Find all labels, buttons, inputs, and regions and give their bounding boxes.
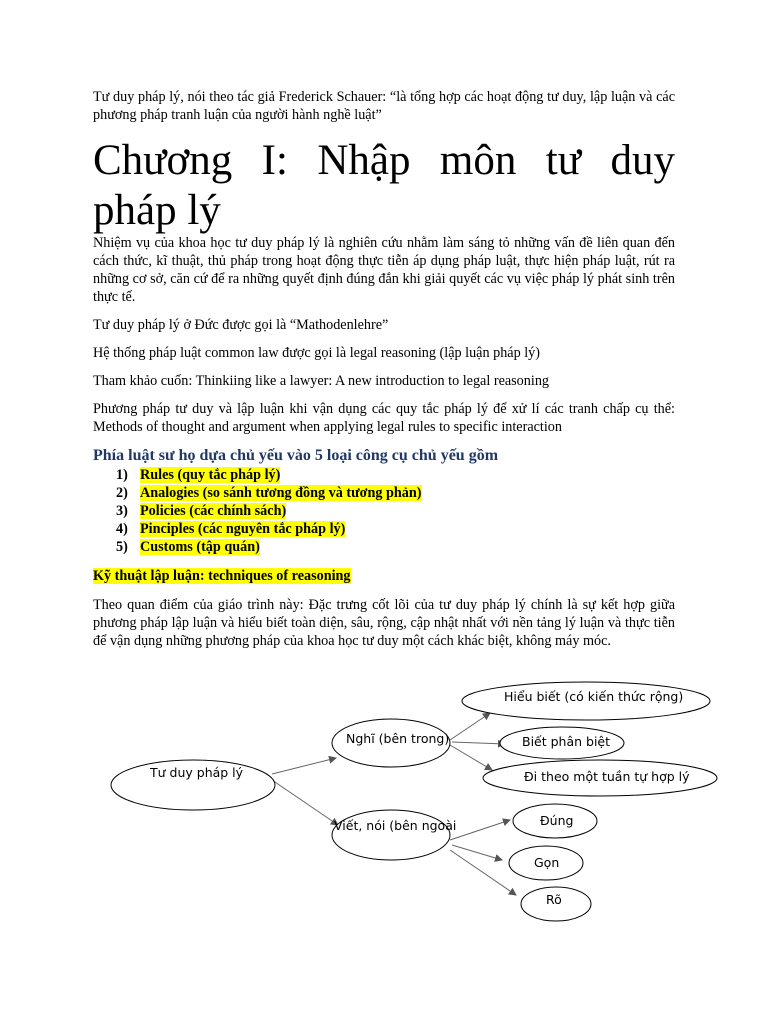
- write-node-label: Viết, nói (bên ngoài: [334, 818, 457, 833]
- task-paragraph: Nhiệm vụ của khoa học tư duy pháp lý là nghiên cứu nhằm làm sáng tỏ những vấn đề liên quan đến cách thức, kĩ thuật, thủ pháp trong hoạt động thực tiễn áp dụng pháp luật, thực hiện pháp luật, rút ra những cơ sở, căn cứ để ra những quyết định đúng đắn khi giải quyết các vụ việc pháp lý phát sinh trên thực tế.: [93, 235, 675, 305]
- correct-node-label: Đúng: [540, 813, 574, 828]
- tools-heading: Phía luật sư họ dựa chủ yếu vào 5 loại công cụ chủ yếu gồm: [93, 447, 499, 464]
- list-item: [116, 538, 422, 556]
- think-node-label: Nghĩ (bên trong): [346, 731, 450, 746]
- connector-line: [450, 713, 490, 740]
- list-item-number: 4): [116, 521, 128, 537]
- list-item-number: 3): [116, 503, 128, 519]
- list-item-number: 5): [116, 539, 128, 555]
- intro-paragraph: Tư duy pháp lý, nói theo tác giả Frederick Schauer: “là tổng hợp các hoạt động tư duy, lập luận và các phương pháp tranh luận của người hành nghề luật”: [93, 89, 675, 123]
- sequence-node-label: Đi theo một tuần tự hợp lý: [524, 769, 690, 784]
- connector-line: [450, 850, 516, 895]
- clear-node-label: Rõ: [546, 892, 562, 907]
- list-item-text: Policies (các chính sách): [140, 503, 287, 519]
- reference-paragraph: Tham khảo cuốn: Thinkiing like a lawyer: A new introduction to legal reasoning: [93, 373, 550, 389]
- list-item: [116, 484, 422, 502]
- connector-line: [272, 758, 336, 774]
- list-item-text: Rules (quy tắc pháp lý): [140, 467, 281, 483]
- list-item: [116, 502, 422, 520]
- list-item-text: Analogies (so sánh tương đồng và tương phản): [140, 485, 422, 501]
- list-item-text: Customs (tập quán): [140, 539, 260, 555]
- connector-line: [450, 745, 492, 770]
- germany-paragraph: Tư duy pháp lý ở Đức được gọi là “Mathodenlehre”: [93, 317, 389, 333]
- connector-line: [272, 780, 338, 825]
- root-node-label: Tư duy pháp lý: [150, 765, 244, 780]
- list-item-number: 1): [116, 467, 128, 483]
- chapter-title: Chương I: Nhập môn tư duy pháp lý: [93, 137, 675, 234]
- view-paragraph: Theo quan điểm của giáo trình này: Đặc trưng cốt lõi của tư duy pháp lý chính là sự kết hợp giữa phương pháp lập luận và hiểu biết toàn diện, sâu, rộng, cập nhật nhất với nền tảng lý luận và thực tiễn để vận dụng những phương pháp của khoa học tư duy một cách khác biệt, không máy móc.: [93, 597, 675, 649]
- connector-line: [450, 820, 510, 840]
- list-item: [116, 466, 422, 484]
- mind-map-diagram: [0, 670, 768, 950]
- knowledge-node-label: Hiểu biết (có kiến thức rộng): [504, 689, 684, 704]
- common-law-paragraph: Hệ thống pháp luật common law được gọi là legal reasoning (lập luận pháp lý): [93, 345, 541, 361]
- technique-text: Kỹ thuật lập luận: techniques of reasoning: [93, 568, 351, 584]
- technique-line: [93, 567, 351, 585]
- concise-node-label: Gọn: [534, 855, 560, 870]
- list-item: [116, 520, 422, 538]
- distinguish-node-label: Biết phân biệt: [522, 734, 611, 749]
- tools-list: [116, 466, 422, 556]
- connector-line: [452, 742, 505, 744]
- method-paragraph: Phương pháp tư duy và lập luận khi vận dụng các quy tắc pháp lý để xử lí các tranh chấp cụ thể: Methods of thought and argument when applying legal rules to specific interaction: [93, 401, 675, 435]
- connector-line: [452, 845, 502, 860]
- list-item-number: 2): [116, 485, 128, 501]
- list-item-text: Pinciples (các nguyên tắc pháp lý): [140, 521, 346, 537]
